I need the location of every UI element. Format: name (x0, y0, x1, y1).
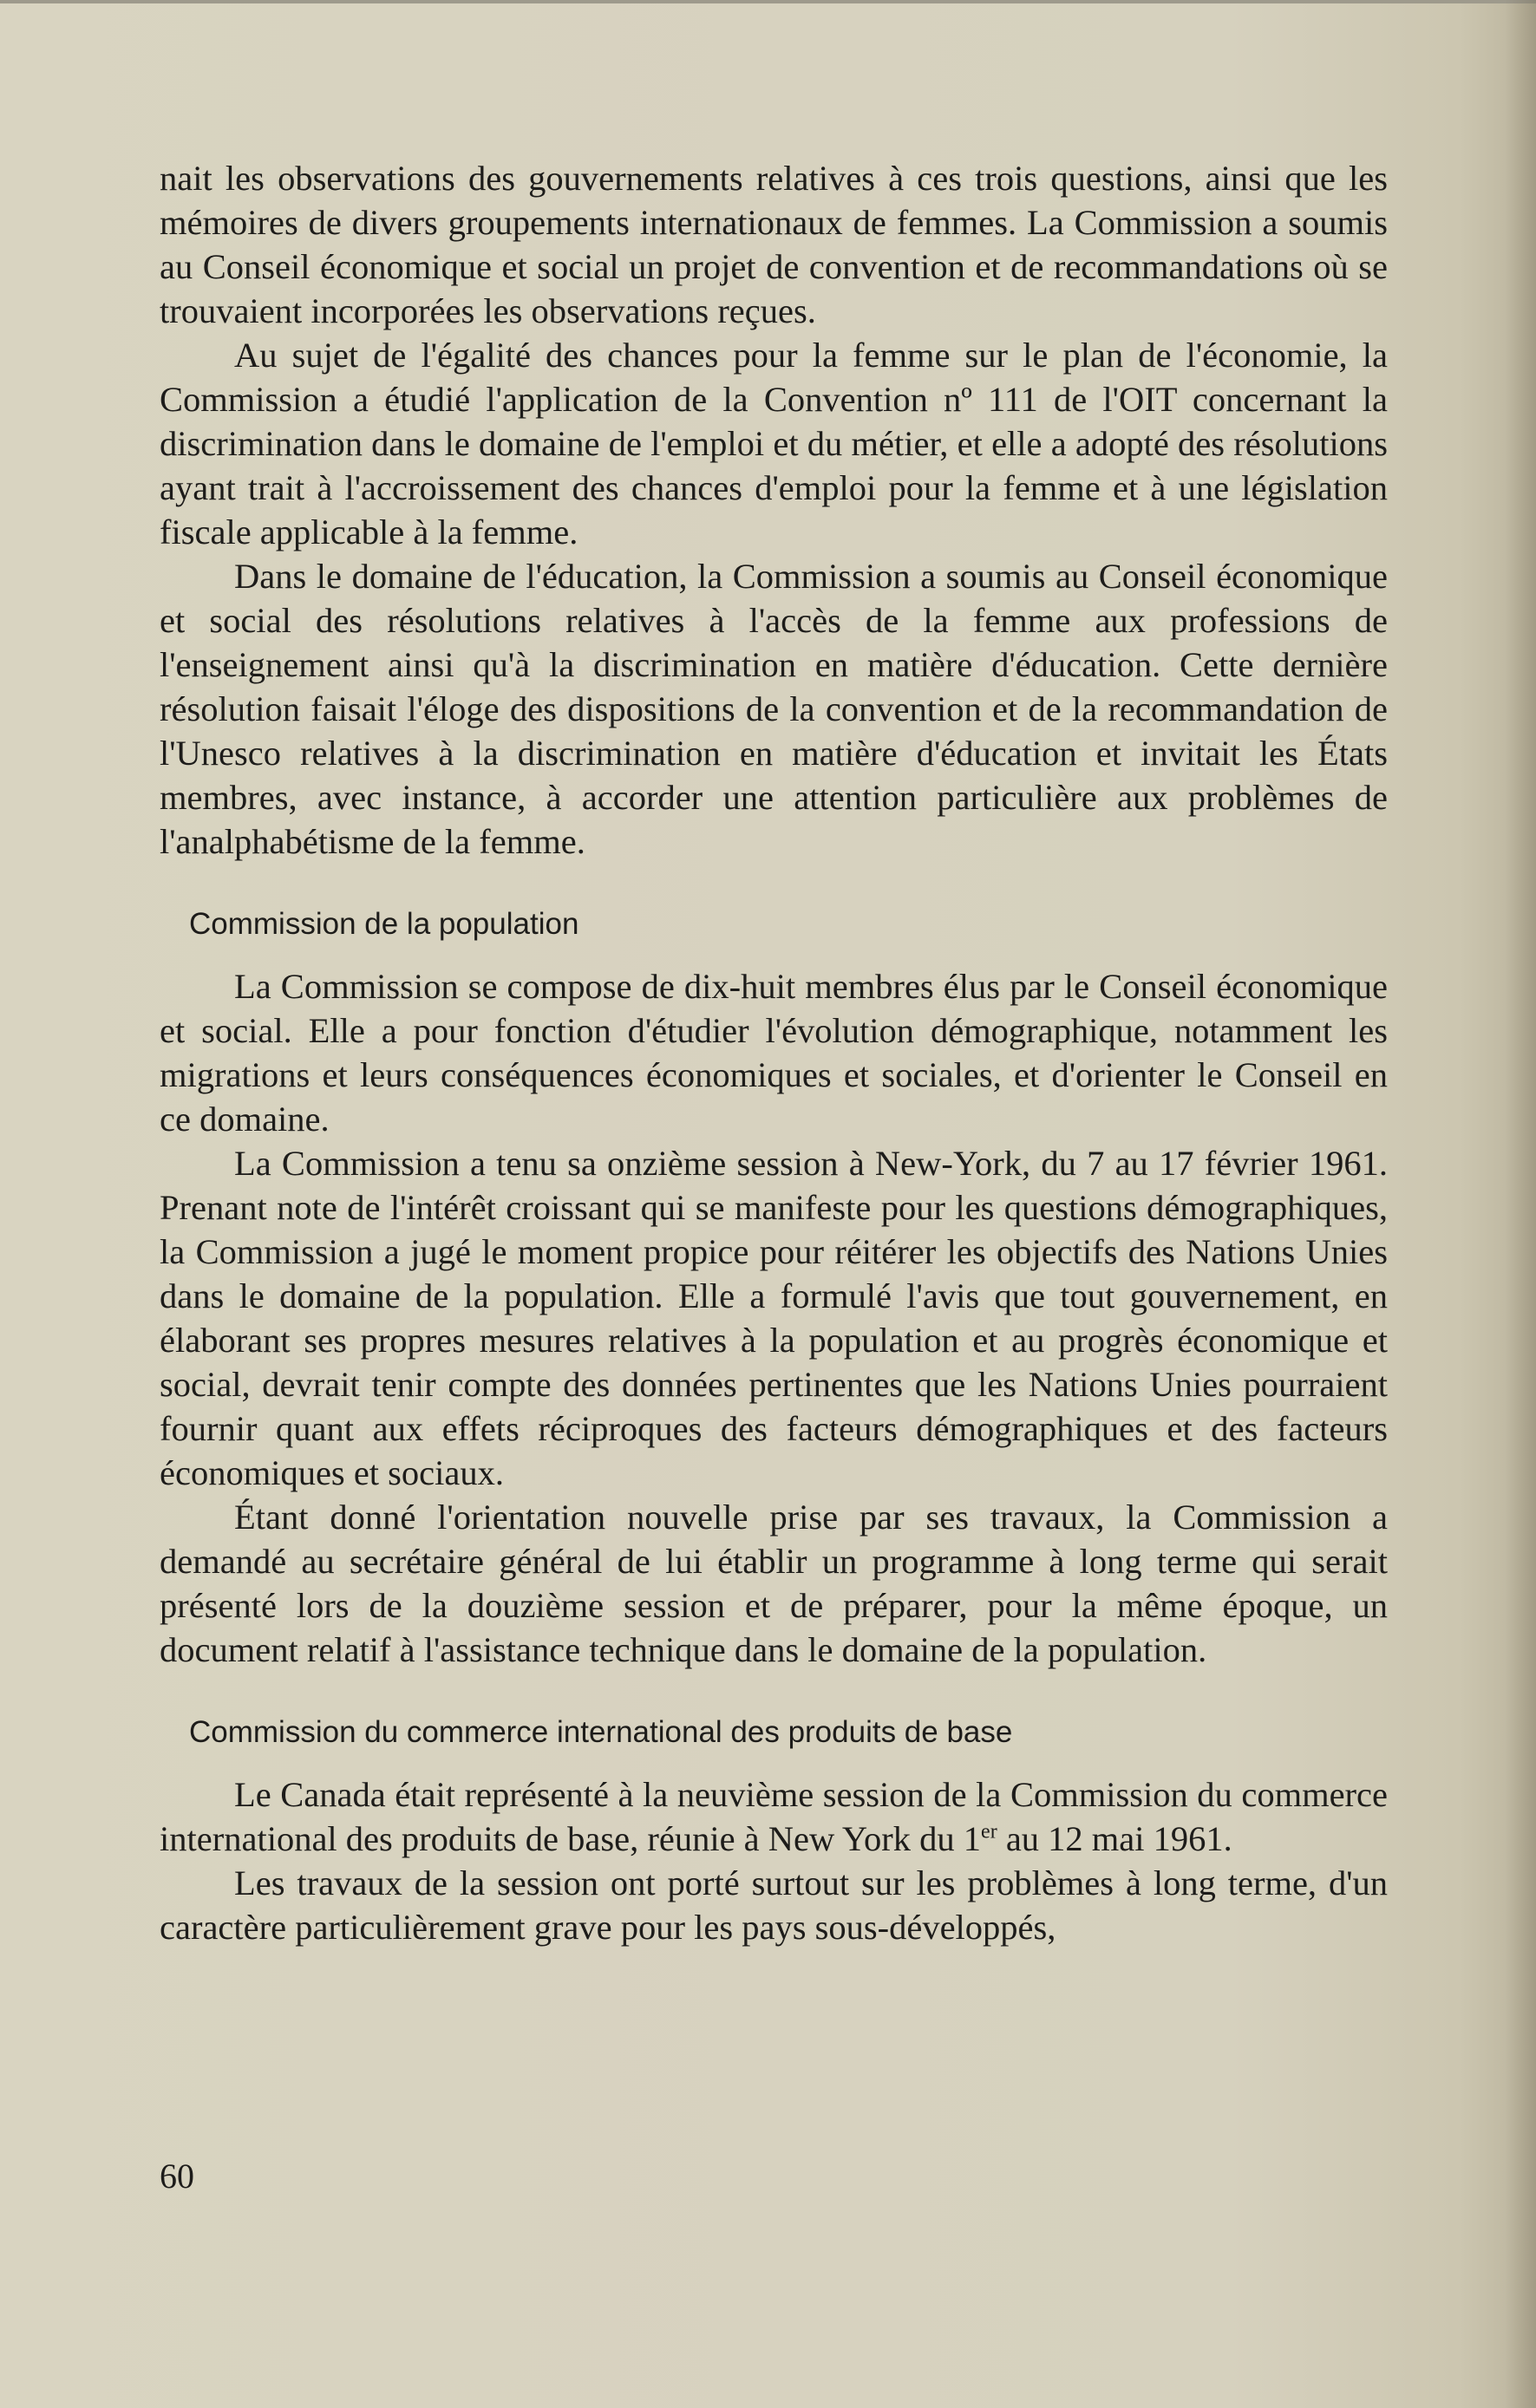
paragraph-4: La Commission se compose de dix-huit membres élus par le Conseil économique et social. Elle a pour fonction d'étudier l'évolution démographique, notamment les migrations et leurs conséquences économiques et sociales, et d'orienter le Conseil en ce domaine. (160, 967, 1388, 1139)
section-heading-population: Commission de la population (189, 907, 579, 941)
page-number: 60 (160, 2157, 194, 2196)
page-top-edge (0, 0, 1536, 3)
paragraph-3: Dans le domaine de l'éducation, la Commission a soumis au Conseil économique et social des résolutions relatives à l'accès de la femme aux professions de l'enseignement ainsi qu'à la discrimination en matière d'éducation. Cette dernière résolution faisait l'éloge des dispositions de la convention et de la recommandation de l'Unesco relatives à la discrimination en matière d'éducation et invitait les États membres, avec instance, à accorder une attention particulière aux problèmes de l'analphabétisme de la femme. (160, 557, 1388, 861)
paragraph-7-part-b: au 12 mai 1961. (997, 1819, 1232, 1858)
paragraph-6: Étant donné l'orientation nouvelle prise par ses travaux, la Commission a demandé au secrétaire général de lui établir un programme à long terme qui serait présenté lors de la douzième session et de préparer, pour la même époque, un document relatif à l'assistance technique dans le domaine de la population. (160, 1498, 1388, 1669)
page-binding-shadow (1505, 0, 1536, 2408)
paragraph-2: Au sujet de l'égalité des chances pour la femme sur le plan de l'économie, la Commission a étudié l'application de la Convention nº 111 de l'OIT concernant la discrimination dans le domaine de l'emploi et du métier, et elle a adopté des résolutions ayant trait à l'accroissement des chances d'emploi pour la femme et à une législation fiscale applicable à la femme. (160, 336, 1388, 551)
paragraph-5: La Commission a tenu sa onzième session à New-York, du 7 au 17 février 1961. Prenant note de l'intérêt croissant qui se manifeste pour les questions démographiques, la Commission a jugé le moment propice pour réitérer les objectifs des Nations Unies dans le domaine de la population. Elle a formulé l'avis que tout gouvernement, en élaborant ses propres mesures relatives à la population et au progrès économique et social, devrait tenir compte des données pertinentes que les Nations Unies pourraient fournir quant aux effets réciproques des facteurs démographiques et des facteurs économiques et sociaux. (160, 1144, 1388, 1492)
paragraph-7 (160, 1772, 1388, 1861)
paragraph-7-part-a: Le Canada était représenté à la neuvième session de la Commission du commerce international des produits de base, réunie à New York du 1 (160, 1775, 1388, 1858)
ordinal-superscript: er (981, 1820, 997, 1844)
page-body (160, 156, 1388, 1949)
paragraph-1: nait les observations des gouvernements relatives à ces trois questions, ainsi que les mémoires de divers groupements internationaux de femmes. La Commission a soumis au Conseil économique et social un projet de convention et de recommandations où se trouvaient incorporées les observations reçues. (160, 159, 1388, 330)
paragraph-8: Les travaux de la session ont porté surtout sur les problèmes à long terme, d'un caractère particulièrement grave pour les pays sous-développés, (160, 1863, 1388, 1947)
section-heading-commerce: Commission du commerce international des produits de base (189, 1715, 1013, 1749)
